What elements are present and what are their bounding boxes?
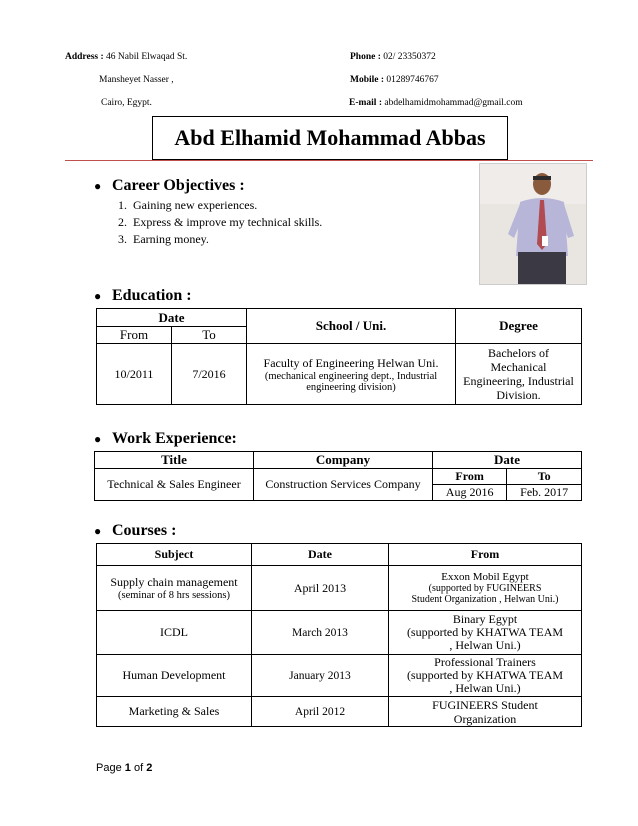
- work-to: Feb. 2017: [507, 485, 582, 501]
- course-subject: Marketing & Sales: [97, 697, 252, 727]
- course-from: Binary Egypt (supported by KHATWA TEAM , Helwan Uni.): [389, 611, 582, 655]
- mobile-line: Mobile : 01289746767: [350, 75, 439, 85]
- edu-header-from: From: [97, 327, 172, 344]
- course-header-subject: Subject: [97, 544, 252, 566]
- edu-header-school: School / Uni.: [247, 309, 456, 344]
- work-header-to: To: [507, 469, 582, 485]
- work-header-title: Title: [95, 452, 254, 469]
- table-row: [97, 697, 582, 727]
- work-header-date: Date: [433, 452, 582, 469]
- address-line-3: Cairo, Egypt.: [101, 98, 152, 108]
- course-header-date: Date: [252, 544, 389, 566]
- course-date: January 2013: [252, 655, 389, 697]
- address-line-1: Address : 46 Nabil Elwaqad St.: [65, 52, 188, 62]
- work-header-from: From: [433, 469, 507, 485]
- divider-line: [65, 160, 593, 161]
- courses-table: [96, 543, 582, 727]
- bullet-icon: ●: [94, 178, 102, 193]
- bullet-icon: ●: [94, 523, 102, 538]
- work-from: Aug 2016: [433, 485, 507, 501]
- address-line-2: Mansheyet Nasser ,: [99, 75, 174, 85]
- work-title: Technical & Sales Engineer: [95, 469, 254, 501]
- edu-degree: Bachelors of Mechanical Engineering, Industrial Division.: [456, 344, 582, 405]
- course-date: March 2013: [252, 611, 389, 655]
- course-from: FUGINEERS Student Organization: [389, 697, 582, 727]
- table-row: [97, 566, 582, 611]
- edu-header-date: Date: [97, 309, 247, 327]
- course-subject: Supply chain management (seminar of 8 hrs sessions): [97, 566, 252, 611]
- course-header-from: From: [389, 544, 582, 566]
- course-from: Exxon Mobil Egypt (supported by FUGINEERS Student Organization , Helwan Uni.): [389, 566, 582, 611]
- course-from: Professional Trainers (supported by KHATWA TEAM , Helwan Uni.): [389, 655, 582, 697]
- course-subject: Human Development: [97, 655, 252, 697]
- profile-photo: [479, 163, 587, 285]
- career-item-3: 3. Earning money.: [118, 232, 209, 246]
- edu-header-degree: Degree: [456, 309, 582, 344]
- work-header-company: Company: [254, 452, 433, 469]
- work-company: Construction Services Company: [254, 469, 433, 501]
- edu-school: Faculty of Engineering Helwan Uni. (mechanical engineering dept., Industrial engineering division): [247, 344, 456, 405]
- edu-from: 10/2011: [97, 344, 172, 405]
- work-table: [94, 451, 582, 501]
- email-line: E-mail : abdelhamidmohammad@gmail.com: [349, 98, 523, 108]
- edu-header-to: To: [172, 327, 247, 344]
- course-subject: ICDL: [97, 611, 252, 655]
- table-row: [97, 611, 582, 655]
- course-date: April 2012: [252, 697, 389, 727]
- work-experience-heading: ● Work Experience:: [94, 430, 237, 447]
- name-title: Abd Elhamid Mohammad Abbas: [152, 116, 508, 160]
- education-table: [96, 308, 582, 405]
- phone-line: Phone : 02/ 23350372: [350, 52, 436, 62]
- table-row: [97, 655, 582, 697]
- bullet-icon: ●: [94, 288, 102, 303]
- bullet-icon: ●: [94, 431, 102, 446]
- course-date: April 2013: [252, 566, 389, 611]
- career-item-1: 1. Gaining new experiences.: [118, 198, 258, 212]
- education-heading: ● Education :: [94, 287, 192, 304]
- courses-heading: ● Courses :: [94, 522, 177, 539]
- edu-to: 7/2016: [172, 344, 247, 405]
- career-objectives-heading: ● Career Objectives :: [94, 177, 245, 194]
- career-item-2: 2. Express & improve my technical skills.: [118, 215, 323, 229]
- page-number: Page 1 of 2: [96, 762, 153, 774]
